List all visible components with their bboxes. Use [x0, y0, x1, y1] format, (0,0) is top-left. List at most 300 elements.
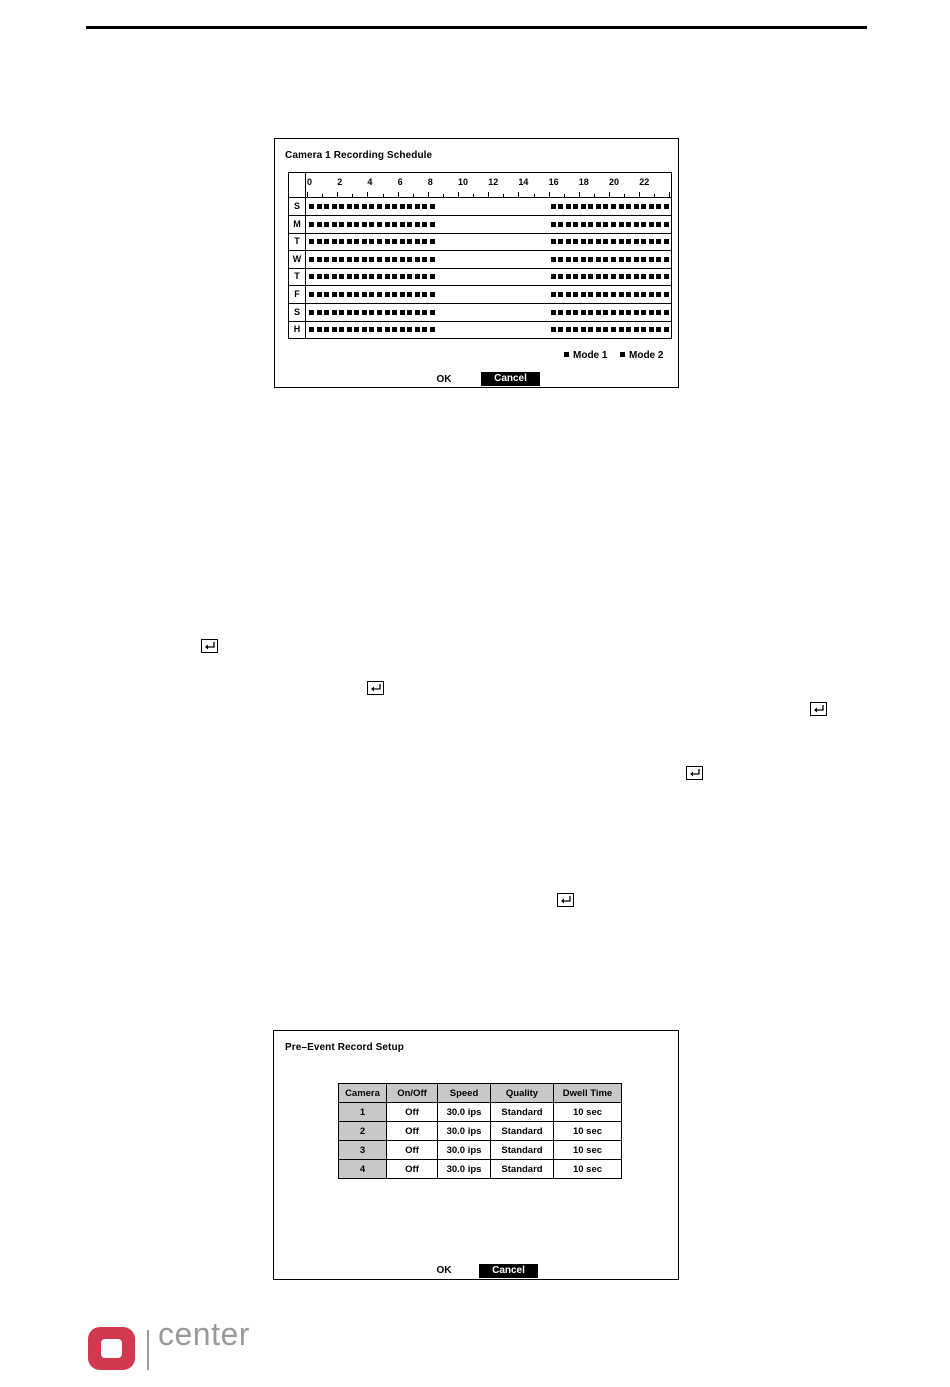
recording-block[interactable] — [611, 292, 616, 297]
recording-block[interactable] — [656, 310, 661, 315]
recording-block[interactable] — [573, 257, 578, 262]
cancel-button[interactable]: Cancel — [479, 1264, 538, 1278]
recording-block[interactable] — [649, 222, 654, 227]
recording-block[interactable] — [400, 310, 405, 315]
recording-block[interactable] — [377, 204, 382, 209]
recording-block[interactable] — [400, 292, 405, 297]
recording-block[interactable] — [392, 222, 397, 227]
recording-block[interactable] — [354, 204, 359, 209]
recording-block[interactable] — [415, 204, 420, 209]
recording-block[interactable] — [611, 327, 616, 332]
recording-block[interactable] — [641, 274, 646, 279]
recording-block[interactable] — [317, 257, 322, 262]
recording-block[interactable] — [324, 222, 329, 227]
recording-block[interactable] — [581, 222, 586, 227]
ok-button[interactable]: OK — [436, 1265, 452, 1276]
recording-block[interactable] — [619, 310, 624, 315]
recording-block[interactable] — [566, 239, 571, 244]
on-off-cell[interactable]: Off — [387, 1122, 438, 1141]
recording-block[interactable] — [664, 222, 669, 227]
recording-block[interactable] — [649, 239, 654, 244]
recording-block[interactable] — [656, 204, 661, 209]
recording-block[interactable] — [415, 274, 420, 279]
recording-block[interactable] — [377, 257, 382, 262]
recording-block[interactable] — [422, 257, 427, 262]
recording-block[interactable] — [626, 239, 631, 244]
recording-block[interactable] — [649, 327, 654, 332]
recording-block[interactable] — [415, 257, 420, 262]
recording-block[interactable] — [347, 257, 352, 262]
recording-block[interactable] — [619, 292, 624, 297]
recording-block[interactable] — [317, 292, 322, 297]
recording-block[interactable] — [317, 310, 322, 315]
recording-block[interactable] — [619, 257, 624, 262]
recording-block[interactable] — [626, 222, 631, 227]
recording-block[interactable] — [354, 239, 359, 244]
recording-block[interactable] — [392, 327, 397, 332]
quality-cell[interactable]: Standard — [491, 1141, 554, 1160]
recording-block[interactable] — [596, 239, 601, 244]
recording-block[interactable] — [362, 327, 367, 332]
recording-block[interactable] — [377, 327, 382, 332]
recording-block[interactable] — [551, 222, 556, 227]
recording-block[interactable] — [649, 204, 654, 209]
recording-block[interactable] — [603, 239, 608, 244]
recording-block[interactable] — [619, 222, 624, 227]
speed-cell[interactable]: 30.0 ips — [438, 1160, 491, 1179]
recording-block[interactable] — [385, 239, 390, 244]
recording-block[interactable] — [324, 292, 329, 297]
recording-block[interactable] — [634, 222, 639, 227]
recording-block[interactable] — [611, 239, 616, 244]
recording-block[interactable] — [626, 327, 631, 332]
recording-block[interactable] — [377, 292, 382, 297]
recording-block[interactable] — [339, 310, 344, 315]
recording-block[interactable] — [573, 274, 578, 279]
recording-block[interactable] — [339, 274, 344, 279]
recording-block[interactable] — [649, 292, 654, 297]
day-row[interactable] — [289, 268, 671, 286]
recording-block[interactable] — [603, 327, 608, 332]
recording-block[interactable] — [588, 274, 593, 279]
on-off-cell[interactable]: Off — [387, 1160, 438, 1179]
day-row[interactable] — [289, 286, 671, 304]
recording-block[interactable] — [611, 204, 616, 209]
recording-block[interactable] — [354, 310, 359, 315]
recording-block[interactable] — [430, 292, 435, 297]
recording-block[interactable] — [430, 327, 435, 332]
recording-block[interactable] — [309, 292, 314, 297]
recording-block[interactable] — [415, 327, 420, 332]
recording-block[interactable] — [558, 239, 563, 244]
recording-block[interactable] — [369, 292, 374, 297]
recording-block[interactable] — [619, 327, 624, 332]
recording-block[interactable] — [588, 239, 593, 244]
recording-block[interactable] — [422, 222, 427, 227]
recording-block[interactable] — [588, 310, 593, 315]
recording-block[interactable] — [551, 239, 556, 244]
recording-block[interactable] — [573, 204, 578, 209]
day-row[interactable] — [289, 233, 671, 251]
recording-block[interactable] — [641, 292, 646, 297]
recording-block[interactable] — [422, 239, 427, 244]
recording-block[interactable] — [377, 310, 382, 315]
recording-block[interactable] — [309, 274, 314, 279]
recording-block[interactable] — [324, 257, 329, 262]
recording-block[interactable] — [634, 310, 639, 315]
recording-block[interactable] — [581, 257, 586, 262]
recording-block[interactable] — [362, 222, 367, 227]
recording-block[interactable] — [641, 310, 646, 315]
recording-block[interactable] — [385, 327, 390, 332]
speed-cell[interactable]: 30.0 ips — [438, 1122, 491, 1141]
recording-block[interactable] — [369, 239, 374, 244]
recording-block[interactable] — [588, 257, 593, 262]
recording-block[interactable] — [385, 222, 390, 227]
recording-block[interactable] — [558, 310, 563, 315]
recording-block[interactable] — [634, 274, 639, 279]
recording-block[interactable] — [596, 292, 601, 297]
recording-block[interactable] — [656, 274, 661, 279]
recording-block[interactable] — [422, 292, 427, 297]
recording-block[interactable] — [354, 292, 359, 297]
recording-block[interactable] — [339, 239, 344, 244]
dwell-time-cell[interactable]: 10 sec — [554, 1103, 622, 1122]
recording-block[interactable] — [656, 239, 661, 244]
recording-block[interactable] — [664, 274, 669, 279]
recording-block[interactable] — [369, 310, 374, 315]
day-label: T — [294, 236, 300, 247]
recording-block[interactable] — [634, 257, 639, 262]
recording-block[interactable] — [354, 257, 359, 262]
recording-block[interactable] — [581, 292, 586, 297]
recording-block[interactable] — [619, 204, 624, 209]
dwell-time-cell[interactable]: 10 sec — [554, 1122, 622, 1141]
recording-block[interactable] — [573, 239, 578, 244]
recording-block[interactable] — [634, 204, 639, 209]
recording-block[interactable] — [332, 292, 337, 297]
recording-block[interactable] — [656, 327, 661, 332]
day-row[interactable] — [289, 321, 671, 338]
recording-block[interactable] — [634, 292, 639, 297]
recording-block[interactable] — [566, 204, 571, 209]
recording-block[interactable] — [339, 292, 344, 297]
recording-block[interactable] — [407, 274, 412, 279]
dwell-time-cell[interactable]: 10 sec — [554, 1141, 622, 1160]
recording-block[interactable] — [369, 204, 374, 209]
recording-block[interactable] — [626, 292, 631, 297]
recording-block[interactable] — [611, 257, 616, 262]
recording-block[interactable] — [603, 257, 608, 262]
ok-button[interactable]: OK — [436, 374, 452, 385]
recording-block[interactable] — [588, 292, 593, 297]
camera-cell: 3 — [339, 1141, 387, 1160]
schedule-grid[interactable] — [288, 172, 672, 339]
recording-block[interactable] — [400, 274, 405, 279]
recording-block[interactable] — [551, 204, 556, 209]
recording-block[interactable] — [430, 239, 435, 244]
recording-block[interactable] — [656, 257, 661, 262]
recording-block[interactable] — [332, 327, 337, 332]
recording-block[interactable] — [392, 292, 397, 297]
quality-cell[interactable]: Standard — [491, 1122, 554, 1141]
recording-block[interactable] — [369, 257, 374, 262]
col-on-off: On/Off — [387, 1084, 438, 1103]
recording-block[interactable] — [603, 204, 608, 209]
recording-block[interactable] — [392, 204, 397, 209]
recording-block[interactable] — [634, 239, 639, 244]
recording-block[interactable] — [324, 204, 329, 209]
recording-block[interactable] — [324, 274, 329, 279]
recording-block[interactable] — [347, 327, 352, 332]
speed-cell[interactable]: 30.0 ips — [438, 1103, 491, 1122]
recording-block[interactable] — [603, 292, 608, 297]
recording-block[interactable] — [603, 310, 608, 315]
dwell-time-cell[interactable]: 10 sec — [554, 1160, 622, 1179]
day-row[interactable] — [289, 198, 671, 216]
recording-block[interactable] — [558, 222, 563, 227]
recording-block[interactable] — [385, 310, 390, 315]
recording-block[interactable] — [362, 292, 367, 297]
recording-block[interactable] — [317, 204, 322, 209]
recording-block[interactable] — [619, 239, 624, 244]
recording-block[interactable] — [566, 257, 571, 262]
recording-block[interactable] — [377, 239, 382, 244]
recording-block[interactable] — [566, 274, 571, 279]
recording-block[interactable] — [309, 327, 314, 332]
recording-block[interactable] — [611, 222, 616, 227]
recording-block[interactable] — [354, 327, 359, 332]
recording-block[interactable] — [656, 292, 661, 297]
recording-block[interactable] — [385, 204, 390, 209]
recording-block[interactable] — [377, 274, 382, 279]
recording-block[interactable] — [581, 204, 586, 209]
recording-block[interactable] — [611, 274, 616, 279]
day-label: S — [293, 306, 300, 317]
recording-block[interactable] — [558, 292, 563, 297]
recording-block[interactable] — [309, 257, 314, 262]
recording-block[interactable] — [332, 204, 337, 209]
recording-block[interactable] — [430, 257, 435, 262]
recording-block[interactable] — [392, 274, 397, 279]
recording-block[interactable] — [664, 292, 669, 297]
recording-block[interactable] — [407, 310, 412, 315]
recording-block[interactable] — [626, 310, 631, 315]
recording-block[interactable] — [422, 310, 427, 315]
recording-block[interactable] — [339, 222, 344, 227]
recording-block[interactable] — [317, 327, 322, 332]
recording-block[interactable] — [664, 204, 669, 209]
recording-block[interactable] — [626, 257, 631, 262]
recording-block[interactable] — [317, 274, 322, 279]
recording-block[interactable] — [422, 274, 427, 279]
recording-block[interactable] — [309, 222, 314, 227]
recording-block[interactable] — [317, 222, 322, 227]
recording-block[interactable] — [596, 222, 601, 227]
cancel-button[interactable]: Cancel — [481, 372, 540, 386]
recording-block[interactable] — [596, 310, 601, 315]
recording-block[interactable] — [664, 327, 669, 332]
recording-block[interactable] — [362, 310, 367, 315]
recording-block[interactable] — [566, 292, 571, 297]
recording-block[interactable] — [377, 222, 382, 227]
recording-block[interactable] — [573, 327, 578, 332]
recording-block[interactable] — [347, 292, 352, 297]
recording-block[interactable] — [309, 204, 314, 209]
recording-block[interactable] — [596, 257, 601, 262]
recording-block[interactable] — [588, 204, 593, 209]
on-off-cell[interactable]: Off — [387, 1103, 438, 1122]
recording-block[interactable] — [347, 204, 352, 209]
recording-block[interactable] — [573, 292, 578, 297]
recording-block[interactable] — [603, 222, 608, 227]
recording-block[interactable] — [551, 257, 556, 262]
recording-block[interactable] — [581, 239, 586, 244]
recording-block[interactable] — [573, 222, 578, 227]
recording-block[interactable] — [354, 274, 359, 279]
day-row[interactable] — [289, 216, 671, 234]
recording-block[interactable] — [551, 327, 556, 332]
recording-block[interactable] — [566, 327, 571, 332]
recording-block[interactable] — [309, 239, 314, 244]
recording-block[interactable] — [354, 222, 359, 227]
recording-block[interactable] — [611, 310, 616, 315]
recording-block[interactable] — [596, 327, 601, 332]
recording-block[interactable] — [566, 310, 571, 315]
recording-block[interactable] — [573, 310, 578, 315]
recording-block[interactable] — [656, 222, 661, 227]
speed-cell[interactable]: 30.0 ips — [438, 1141, 491, 1160]
recording-block[interactable] — [324, 327, 329, 332]
table-row — [339, 1160, 622, 1179]
recording-block[interactable] — [369, 222, 374, 227]
recording-block[interactable] — [392, 239, 397, 244]
recording-block[interactable] — [339, 257, 344, 262]
recording-block[interactable] — [324, 310, 329, 315]
recording-block[interactable] — [332, 257, 337, 262]
day-row[interactable] — [289, 304, 671, 322]
recording-block[interactable] — [347, 274, 352, 279]
recording-block[interactable] — [332, 310, 337, 315]
recording-block[interactable] — [551, 292, 556, 297]
recording-block[interactable] — [407, 257, 412, 262]
recording-block[interactable] — [309, 310, 314, 315]
recording-block[interactable] — [392, 257, 397, 262]
recording-block[interactable] — [422, 204, 427, 209]
hour-tick — [352, 194, 353, 197]
quality-cell[interactable]: Standard — [491, 1160, 554, 1179]
recording-block[interactable] — [400, 257, 405, 262]
recording-block[interactable] — [415, 239, 420, 244]
recording-block[interactable] — [339, 327, 344, 332]
recording-block[interactable] — [339, 204, 344, 209]
recording-block[interactable] — [332, 222, 337, 227]
recording-block[interactable] — [332, 274, 337, 279]
recording-block[interactable] — [551, 310, 556, 315]
recording-block[interactable] — [664, 310, 669, 315]
recording-block[interactable] — [551, 274, 556, 279]
recording-block[interactable] — [641, 239, 646, 244]
recording-block[interactable] — [649, 310, 654, 315]
recording-block[interactable] — [641, 327, 646, 332]
recording-block[interactable] — [619, 274, 624, 279]
recording-block[interactable] — [558, 257, 563, 262]
recording-block[interactable] — [415, 310, 420, 315]
recording-block[interactable] — [369, 327, 374, 332]
recording-block[interactable] — [422, 327, 427, 332]
recording-block[interactable] — [400, 239, 405, 244]
recording-block[interactable] — [641, 257, 646, 262]
recording-block[interactable] — [581, 327, 586, 332]
recording-block[interactable] — [588, 327, 593, 332]
recording-block[interactable] — [664, 257, 669, 262]
recording-block[interactable] — [596, 274, 601, 279]
recording-block[interactable] — [430, 222, 435, 227]
recording-block[interactable] — [407, 292, 412, 297]
recording-block[interactable] — [558, 327, 563, 332]
recording-block[interactable] — [634, 327, 639, 332]
recording-block[interactable] — [400, 204, 405, 209]
recording-block[interactable] — [400, 327, 405, 332]
recording-block[interactable] — [407, 204, 412, 209]
recording-block[interactable] — [362, 239, 367, 244]
recording-block[interactable] — [385, 292, 390, 297]
quality-cell[interactable]: Standard — [491, 1103, 554, 1122]
recording-block[interactable] — [369, 274, 374, 279]
recording-block[interactable] — [362, 274, 367, 279]
col-camera: Camera — [339, 1084, 387, 1103]
recording-block[interactable] — [407, 327, 412, 332]
recording-block[interactable] — [581, 274, 586, 279]
recording-block[interactable] — [641, 222, 646, 227]
recording-block[interactable] — [626, 274, 631, 279]
day-row[interactable] — [289, 251, 671, 269]
recording-block[interactable] — [558, 274, 563, 279]
recording-block[interactable] — [324, 239, 329, 244]
recording-block[interactable] — [347, 239, 352, 244]
recording-block[interactable] — [558, 204, 563, 209]
recording-block[interactable] — [332, 239, 337, 244]
recording-block[interactable] — [430, 204, 435, 209]
recording-block[interactable] — [407, 222, 412, 227]
recording-block[interactable] — [385, 274, 390, 279]
recording-block[interactable] — [347, 310, 352, 315]
recording-block[interactable] — [347, 222, 352, 227]
recording-block[interactable] — [626, 204, 631, 209]
recording-block[interactable] — [407, 239, 412, 244]
on-off-cell[interactable]: Off — [387, 1141, 438, 1160]
recording-block[interactable] — [649, 257, 654, 262]
recording-block[interactable] — [581, 310, 586, 315]
recording-block[interactable] — [415, 292, 420, 297]
recording-block[interactable] — [588, 222, 593, 227]
recording-block[interactable] — [400, 222, 405, 227]
recording-block[interactable] — [430, 274, 435, 279]
recording-block[interactable] — [430, 310, 435, 315]
recording-block[interactable] — [664, 239, 669, 244]
recording-block[interactable] — [641, 204, 646, 209]
recording-block[interactable] — [596, 204, 601, 209]
recording-block[interactable] — [385, 257, 390, 262]
recording-block[interactable] — [603, 274, 608, 279]
recording-block[interactable] — [362, 204, 367, 209]
recording-block[interactable] — [362, 257, 367, 262]
recording-block[interactable] — [317, 239, 322, 244]
recording-block[interactable] — [649, 274, 654, 279]
recording-block[interactable] — [415, 222, 420, 227]
recording-block[interactable] — [392, 310, 397, 315]
recording-block[interactable] — [566, 222, 571, 227]
